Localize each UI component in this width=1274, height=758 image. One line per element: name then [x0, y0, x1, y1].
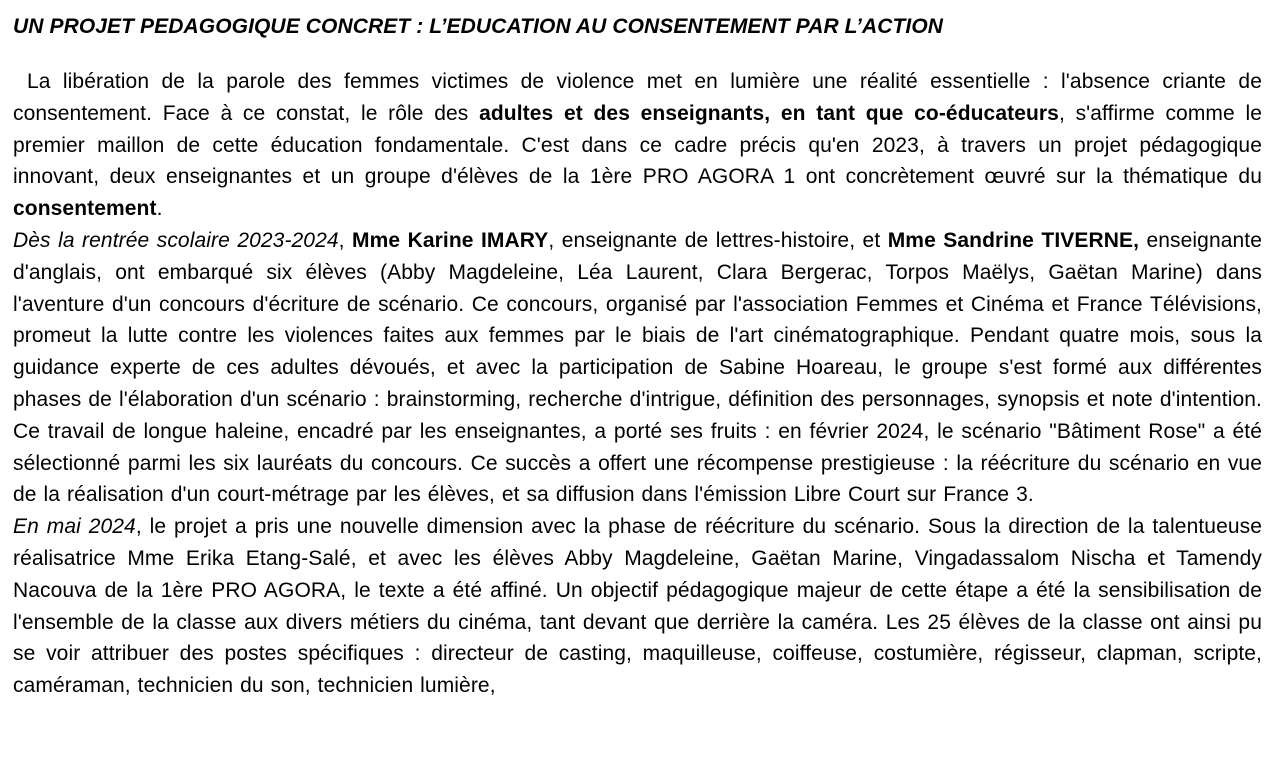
text-run: , enseignante de lettres-histoire, et [548, 228, 888, 252]
text-run: consentement [13, 197, 157, 221]
text-run: , s'affirme comme le premier maillon de cette éducation fondamentale. C'est dans ce cadre précis qu'en 2023, à travers un projet pédagogique innovant, deux enseignantes et un groupe d'élèves de la 1ère PRO AGORA 1 ont concrètement œuvré sur la thématique du [13, 101, 1262, 189]
document-title: UN PROJET PEDAGOGIQUE CONCRET : L’EDUCATION AU CONSENTEMENT PAR L’ACTION [13, 15, 944, 38]
text-run: En mai 2024 [13, 515, 136, 539]
text-run: Mme Sandrine TIVERNE, [887, 228, 1140, 252]
text-run: Mme Karine IMARY [352, 228, 549, 252]
text-run: adultes et des enseignants, en tant que co-éducateurs [479, 101, 1059, 125]
text-run: . [156, 197, 163, 221]
paragraph [13, 511, 1262, 702]
paragraph [13, 66, 1262, 225]
text-run: Dès la rentrée scolaire 2023-2024 [13, 228, 339, 252]
text-run: enseignante d'anglais, ont embarqué six élèves (Abby Magdeleine, Léa Laurent, Clara Bergerac, Torpos Maëlys, Gaëtan Marine) dans l'aventure d'un concours d'écriture de scénario. Ce concours, organisé par l'association Femmes et Cinéma et France Télévisions, promeut la lutte contre les violences faites aux femmes par le biais de l'art cinématographique. Pendant quatre mois, sous la guidance experte de ces adultes dévoués, et avec la participation de Sabine Hoareau, le groupe s'est formé aux différentes phases de l'élaboration d'un scénario : brainstorming, recherche d'intrigue, définition des personnages, synopsis et note d'intention. Ce travail de longue haleine, encadré par les enseignantes, a porté ses fruits : en février 2024, le scénario "Bâtiment Rose" a été sélectionné parmi les six lauréats du concours. Ce succès a offert une récompense prestigieuse : la réécriture du scénario en vue de la réalisation d'un court-métrage par les élèves, et sa diffusion dans l'émission Libre Court sur France 3. [13, 228, 1263, 507]
text-run: , [338, 228, 353, 252]
text-run: , le projet a pris une nouvelle dimension avec la phase de réécriture du scénario. Sous la direction de la talentueuse réalisatrice Mme Erika Etang-Salé, et avec les élèves Abby Magdeleine, Gaëtan Marine, Vingadassalom Nischa et Tamendy Nacouva de la 1ère PRO AGORA, le texte a été affiné. Un objectif pédagogique majeur de cette étape a été la sensibilisation de l'ensemble de la classe aux divers métiers du cinéma, tant devant que derrière la caméra. Les 25 élèves de la classe ont ainsi pu se voir attribuer des postes spécifiques : directeur de casting, maquilleuse, coiffeuse, costumière, régisseur, clapman, scripte, caméraman, technicien du son, technicien lumière, [13, 515, 1263, 698]
text-run: La libération de la parole des femmes victimes de violence met en lumière une réalité essentielle : l'absence criante de consentement. Face à ce constat, le rôle des [13, 70, 1262, 125]
document-body [13, 66, 1262, 702]
paragraph [13, 225, 1262, 511]
